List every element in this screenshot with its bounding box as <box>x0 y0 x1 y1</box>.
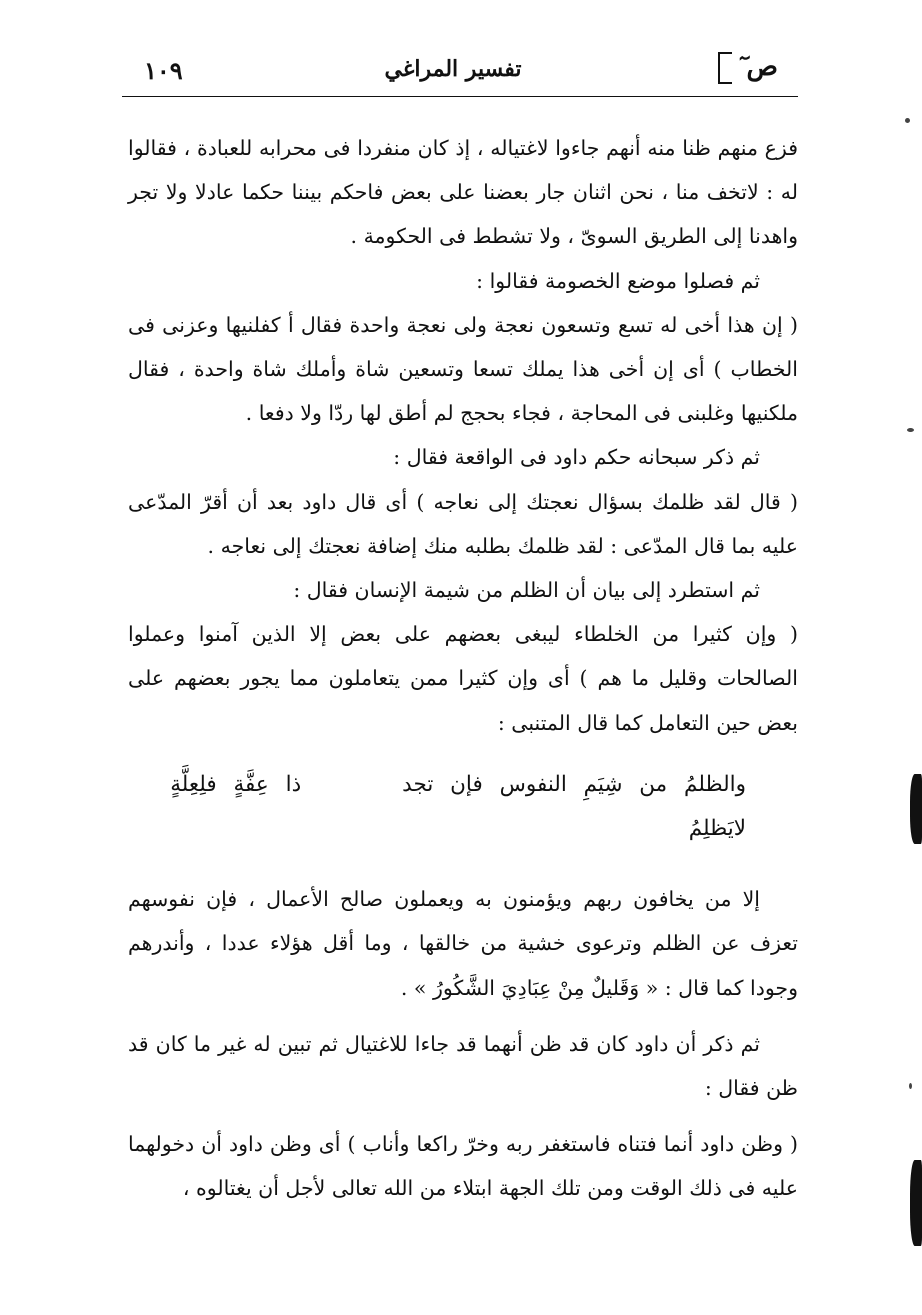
paragraph: ( وظن داود أنما فتناه فاستغفر ربه وخرّ راكعا وأناب ) أى وظن داود أن دخولهما عليه فى ذلك الوقت ومن تلك الجهة ابتلاء من الله تعالى لأجل أن يغتالوه ، <box>128 1132 798 1201</box>
paragraph: فزع منهم ظنا منه أنهم جاءوا لاغتياله ، إذ كان منفردا فى محرابه للعبادة ، فقالوا له : لاتخف منا ، نحن اثنان جار بعضنا على بعض فاحكم بيننا حكما عادلا ولا تجر واهدنا إلى الطريق السوىّ ، ولا تشطط فى الحكومة . <box>128 136 798 249</box>
paragraph: ثم ذكر سبحانه حكم داود فى الواقعة فقال : <box>393 445 760 470</box>
paragraph: ثم فصلوا موضع الخصومة فقالوا : <box>476 268 760 293</box>
paragraph: ثم استطرد إلى بيان أن الظلم من شيمة الإنسان فقال : <box>293 578 760 603</box>
paragraph: ( وإن كثيرا من الخلطاء ليبغى بعضهم على بعض إلا الذين آمنوا وعملوا الصالحات وقليل ما هم ) أى وإن كثيرا ممن يتعاملون مما يجور بعضهم على بعض حين التعامل كما قال المتنبى : <box>128 622 798 735</box>
surah-name: ص ٓ <box>738 52 778 82</box>
body-text <box>128 126 798 1211</box>
paragraph: ثم ذكر أن داود كان قد ظن أنهما قد جاءا للاغتيال ثم تبين له غير ما كان قد ظن فقال : <box>128 1031 798 1101</box>
scan-speck <box>905 118 910 123</box>
header-divider <box>122 96 798 97</box>
scan-edge-mark <box>910 774 922 844</box>
page-number: ١٠٩ <box>144 56 183 85</box>
poetry-verse <box>128 763 798 851</box>
scan-speck <box>909 1083 912 1089</box>
verse-first-hemistich: والظلمُ من شِيَمِ النفوس فإن تجد <box>402 771 746 797</box>
paragraph: ( إن هذا أخى له تسع وتسعون نعجة ولى نعجة واحدة فقال أ كفلنيها وعزنى فى الخطاب ) أى إن أخى هذا يملك تسعا وتسعين شاة وأملك شاة واحدة ، فقال ملكنيها وغلبنى فى المحاجة ، فجاء بحجج لم أطق لها ردّا ولا دفعا . <box>128 312 798 426</box>
paragraph: ( قال لقد ظلمك بسؤال نعجتك إلى نعاجه ) أى قال داود بعد أن أقرّ المدّعى عليه بما قال المدّعى : لقد ظلمك بطلبه منك إضافة نعجتك إلى نعاجه . <box>128 489 798 558</box>
verse-second-hemistich: ذا عِفَّةٍ فلِعِلَّةٍ لايَظلِمُ <box>170 771 746 842</box>
paragraph-gap <box>128 1010 798 1022</box>
book-title: تفسير المراغي <box>384 56 522 82</box>
page-header <box>128 50 778 96</box>
scan-speck <box>907 428 914 432</box>
paragraph: إلا من يخافون ربهم ويؤمنون به ويعملون صالح الأعمال ، فإن نفوسهم تعزف عن الظلم وترعوى خشية من خالقها ، وما أقل هؤلاء عددا ، وأندرهم وجودا كما قال : « وَقَليلٌ مِنْ عِبَادِيَ الشَّكُورُ » . <box>128 887 798 1000</box>
paragraph-gap <box>128 1110 798 1122</box>
scan-edge-mark <box>910 1160 922 1246</box>
